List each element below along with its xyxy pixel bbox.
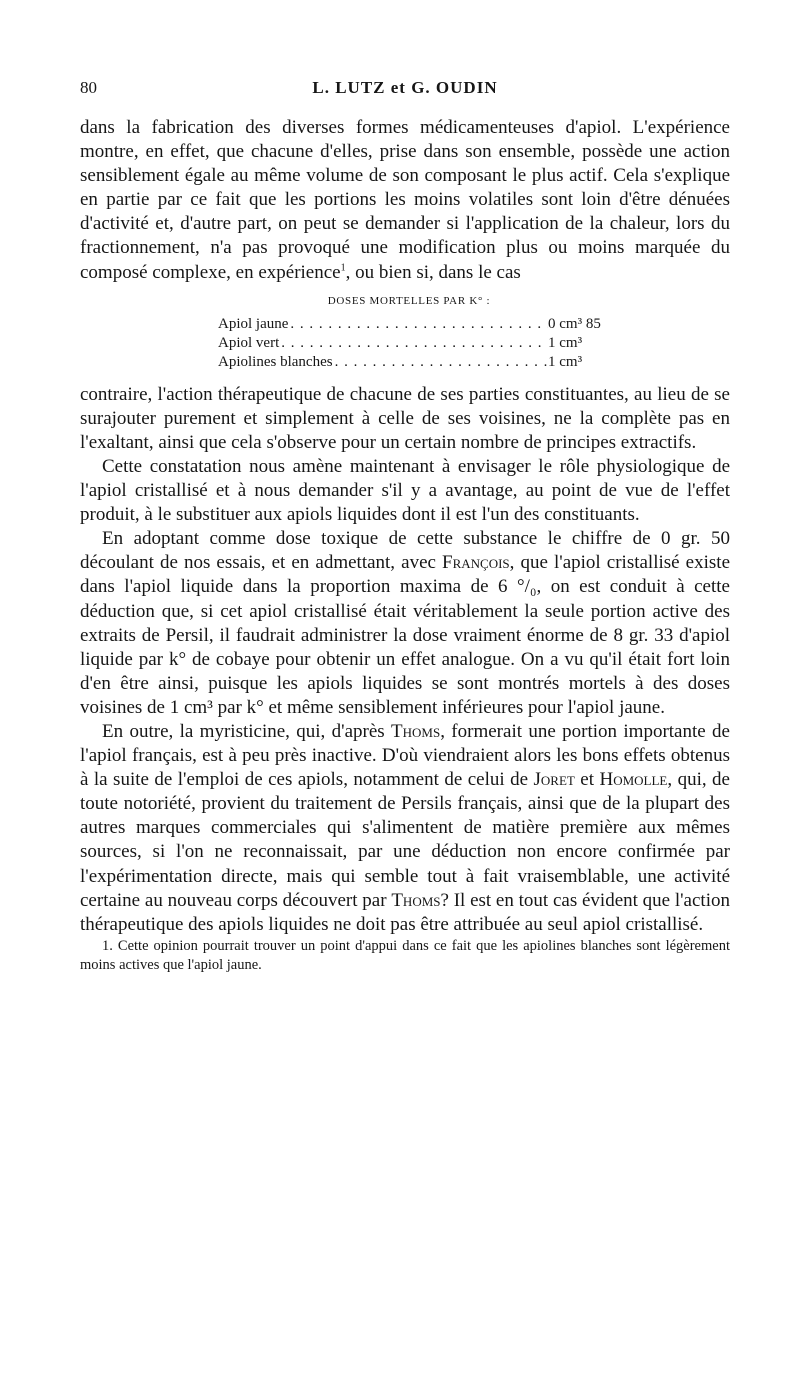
dot-leader bbox=[288, 315, 548, 334]
table-row-label: Apiol jaune bbox=[218, 315, 289, 332]
table-row bbox=[218, 353, 620, 372]
author-name: Thoms bbox=[391, 720, 441, 742]
table-row-value: 0 cm³ 85 bbox=[548, 315, 601, 332]
paragraph-3: Cette constatation nous amène maintenant à envisager le rôle physiologique de l'apiol cristallisé et à nous demander s'il y a avantage, au point de vue de l'effet produit, à le substituer aux apiols liquides dont il est l'un des constituants. bbox=[80, 455, 730, 526]
paragraph-5-text-a: En outre, la myristicine, qui, d'après bbox=[102, 720, 392, 742]
author-name: Homolle bbox=[599, 769, 668, 791]
table-row-label: Apiol vert bbox=[218, 334, 280, 351]
footnote: 1. Cette opinion pourrait trouver un point d'appui dans ce fait que les apiolines blanches sont légèrement moins actives que l'apiol jaune. bbox=[80, 937, 730, 973]
paragraph-5 bbox=[80, 720, 730, 937]
page-header bbox=[80, 78, 730, 100]
dot-leader bbox=[279, 334, 548, 353]
author-name: François bbox=[442, 552, 510, 574]
page-number: 80 bbox=[80, 78, 97, 97]
paragraph-5-text-e: ? Il est en tout cas évident que l'action thérapeutique des apiols liquides ne doit pas être attribuée au seul apiol cristallisé. bbox=[80, 889, 730, 935]
paragraph-5-text-c: et bbox=[574, 769, 600, 791]
paragraph-1-text: dans la fabrication des diverses formes médicamenteuses d'apiol. L'expérience montre, en effet, que chacune d'elles, prise dans son ensemble, possède une action sensiblement égale au même volume de son composant le plus actif. Cela s'explique en partie par ce fait que les portions les moins volatiles sont loin d'être dénuées d'activité et, d'autre part, on peut se demander si l'application de la chaleur, lors du fractionnement, n'a pas provoqué une modification plus ou moins marquée du composé complexe, en expérience bbox=[80, 117, 730, 283]
table-title: DOSES MORTELLES PAR K° : bbox=[327, 294, 491, 307]
table-row bbox=[218, 315, 620, 334]
table-row-value: 1 cm³ bbox=[548, 353, 583, 370]
author-name: Joret bbox=[533, 769, 575, 791]
table-row bbox=[218, 334, 620, 353]
paragraph-5-text-b: , formerait une portion importante de l'apiol français, est à peu près inactive. D'où viendraient alors les bons effets obtenus à la suite de l'emploi de ces apiols, notamment de celui de bbox=[80, 720, 730, 791]
paragraph-1 bbox=[80, 116, 730, 285]
paragraph-2: contraire, l'action thérapeutique de chacune de ses parties constituantes, au lieu de se surajouter purement et simplement à celle de ses voisines, ne la complète pas en l'exaltant, ainsi que cela s'observe pour un certain nombre de principes extractifs. bbox=[80, 383, 730, 453]
author-name: Thoms bbox=[391, 889, 441, 911]
paragraph-4 bbox=[80, 527, 730, 720]
running-head: L. LUTZ et G. OUDIN bbox=[312, 78, 498, 97]
table-row-label: Apiolines blanches bbox=[218, 353, 333, 370]
dot-leader bbox=[333, 353, 548, 372]
paragraph-4-text-a: En adoptant comme dose toxique de cette substance le chiffre de 0 gr. 50 découlant de nos essais, et en admettant, avec bbox=[80, 528, 730, 574]
footnote-reference: 1 bbox=[340, 262, 346, 274]
lethal-doses-table bbox=[80, 292, 730, 372]
table-row-value: 1 cm³ bbox=[548, 334, 583, 351]
paragraph-5-text-d: , qui, de toute notoriété, provient du traitement de Persils français, ainsi que de la plupart des autres marques commerciales qui s'alimentent de matière première aux mêmes sources, si l'on ne reconnaissait, par une déduction non encore confirmée par l'expérimentation directe, mais qui semble tout à fait vraisemblable, une activité certaine au nouveau corps découvert par bbox=[80, 769, 730, 911]
paragraph-1-end: , ou bien si, dans le cas bbox=[345, 261, 521, 283]
paragraph-4-text-b: , que l'apiol cristallisé existe dans l'apiol liquide dans la proportion maxima de 6 °/₀, on est conduit à cette déduction que, si cet apiol cristallisé était véritablement la seule portion active des extraits de Persil, il faudrait administrer la dose vraiment énorme de 8 gr. 33 d'apiol liquide par k° de cobaye pour obtenir un effet analogue. On a vu qu'il était fort loin d'en être ainsi, puisque les apiols liquides se sont montrés mortels à des doses voisines de 1 cm³ par k° et même sensiblement inférieures pour l'apiol jaune. bbox=[80, 552, 730, 718]
main-text bbox=[80, 116, 730, 975]
